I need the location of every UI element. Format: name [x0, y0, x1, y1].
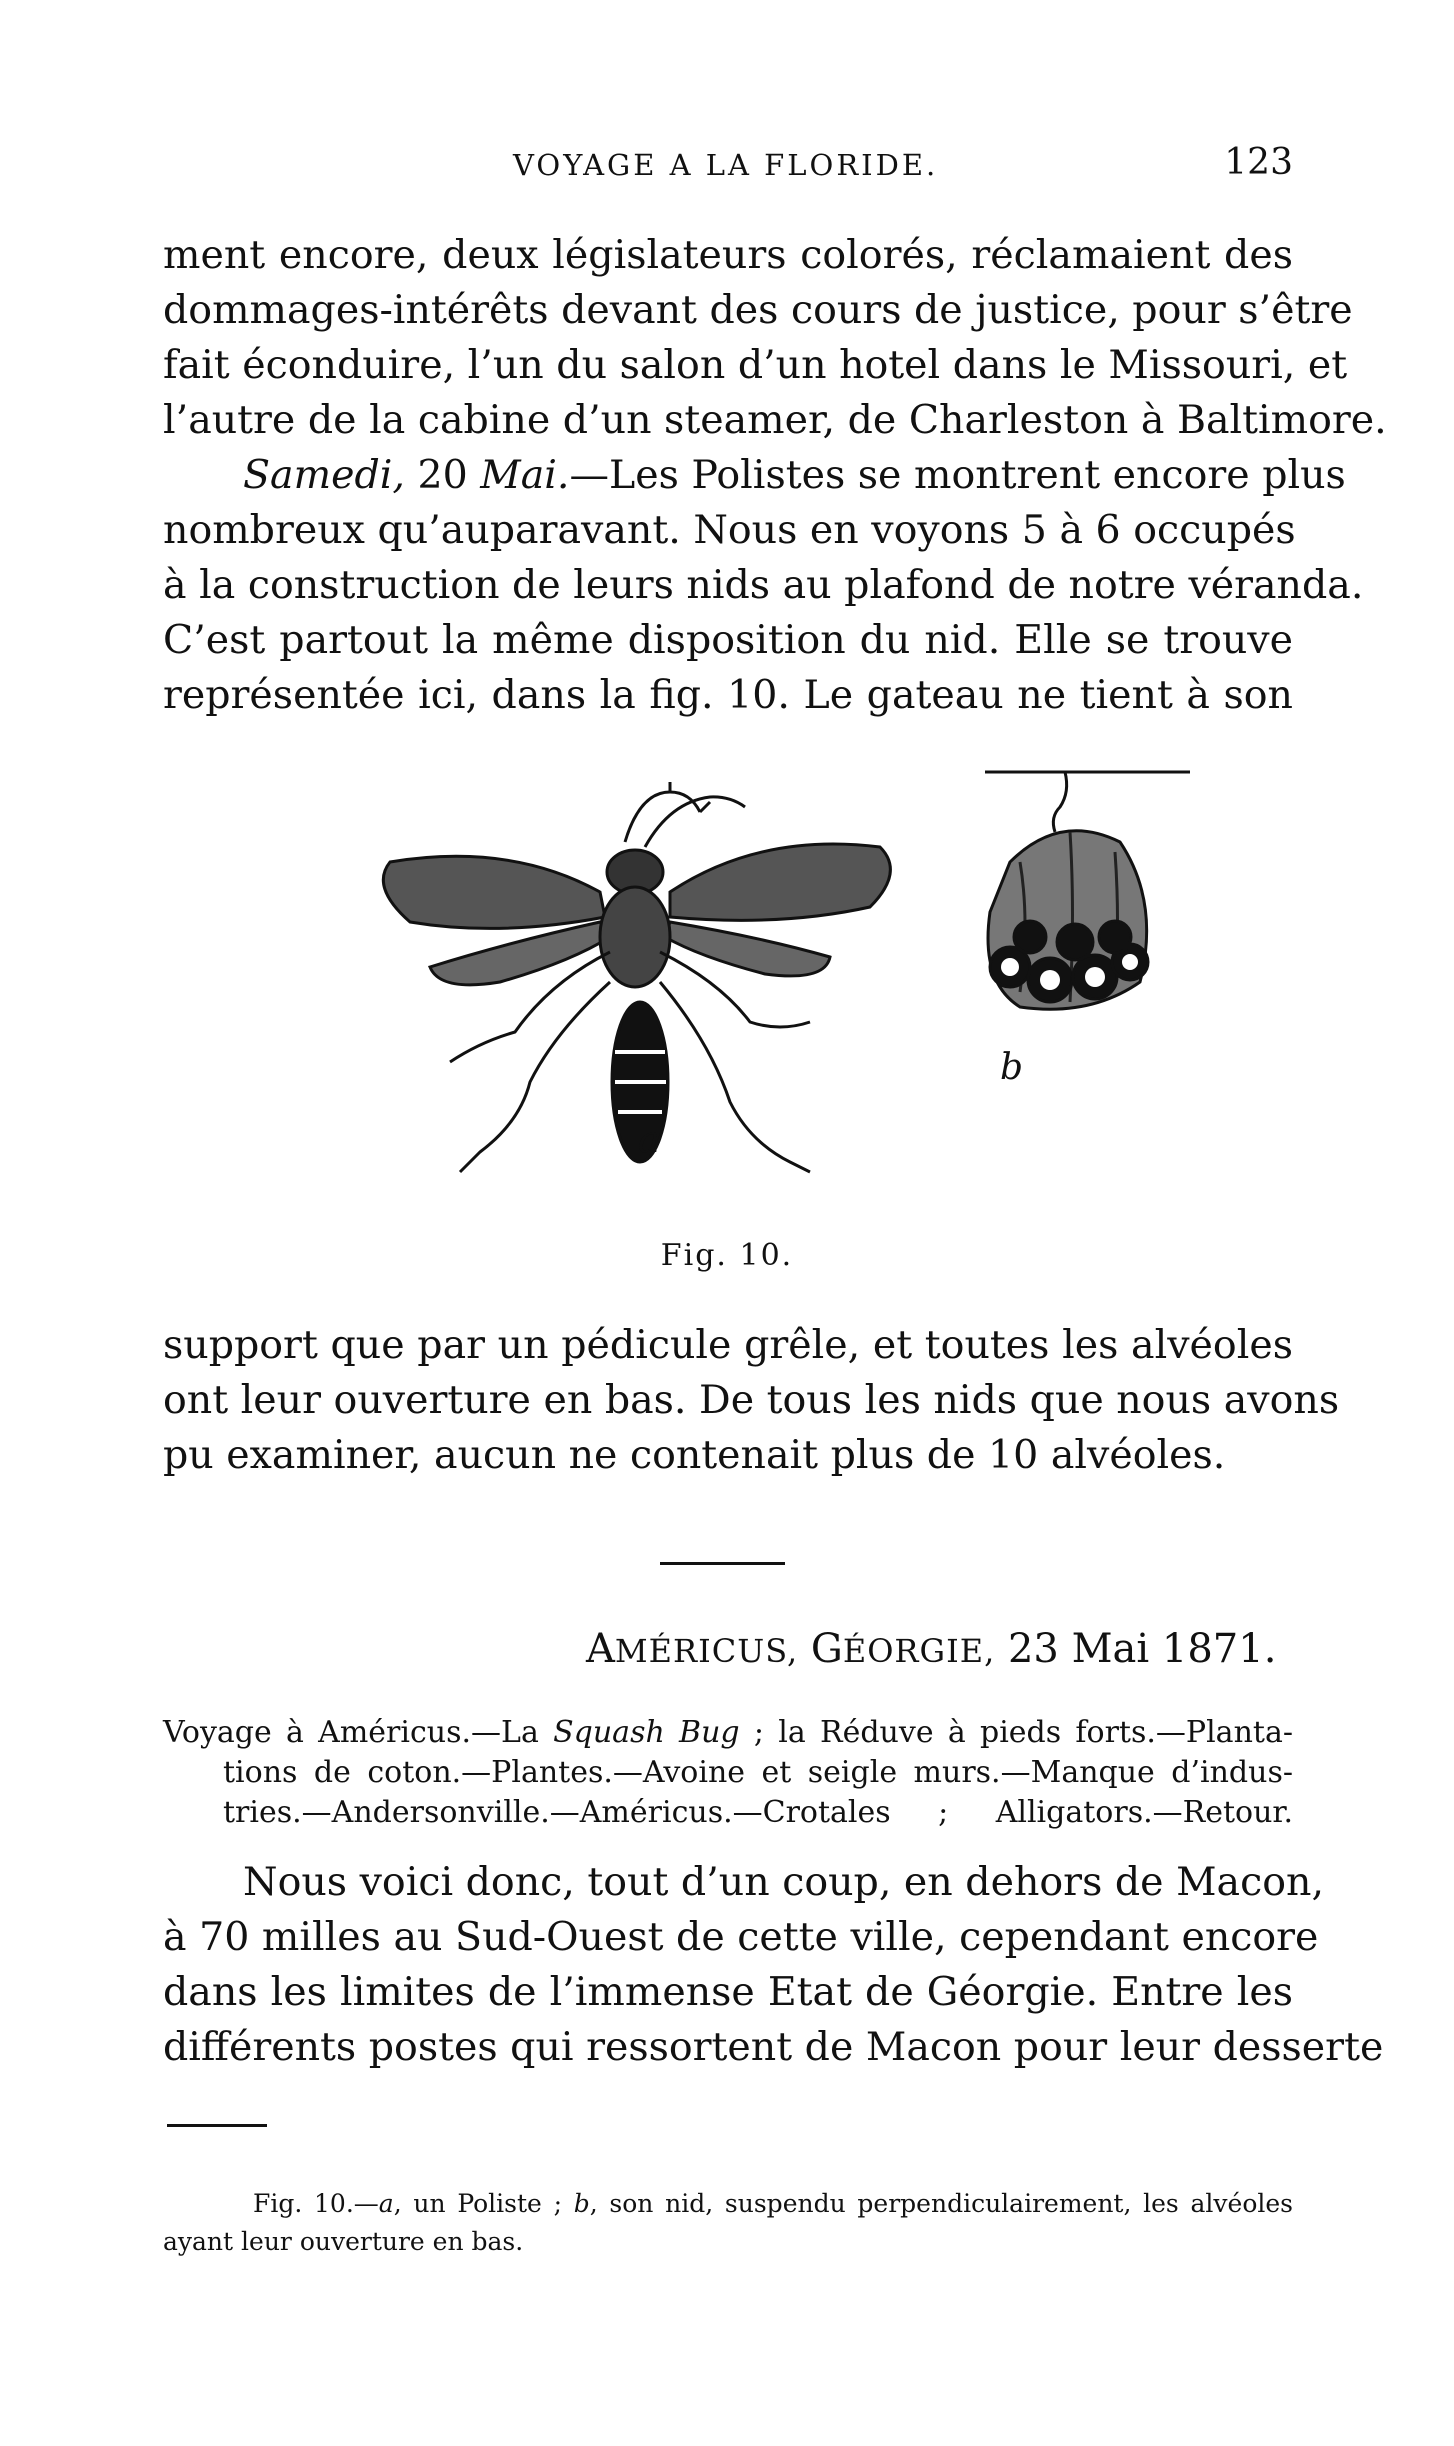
text-line: ment encore, deux législateurs colorés, réclamaient des	[163, 232, 1293, 278]
paragraph-4	[163, 1855, 1384, 2075]
date-number: 20	[404, 452, 481, 498]
section-heading	[586, 1626, 1276, 1672]
place-initial: A	[586, 1626, 615, 1672]
figure-label-b: b	[1000, 1047, 1024, 1088]
text-line: support que par un pédicule grêle, et toutes les alvéoles	[163, 1322, 1293, 1368]
text-run: ; la Réduve à pieds forts.—Planta-	[739, 1715, 1293, 1750]
wasp-and-nest-illustration	[370, 752, 1200, 1222]
state-name: ÉORGIE,	[842, 1632, 996, 1670]
text-line: pu examiner, aucun ne contenait plus de 10 alvéoles.	[163, 1432, 1226, 1478]
text-line: dans les limites de l’immense Etat de Géorgie. Entre les	[163, 1969, 1293, 2015]
text-line: fait éconduire, l’un du salon d’un hotel dans le Missouri, et	[163, 342, 1348, 388]
text-line: à la construction de leurs nids au plafond de notre véranda.	[163, 562, 1364, 608]
text-line: à 70 milles au Sud-Ouest de cette ville, cependant encore	[163, 1914, 1319, 1960]
footnote-line	[163, 2185, 1293, 2223]
footnote-b: b	[573, 2189, 590, 2218]
text-line: Nous voici donc, tout d’un coup, en dehors de Macon,	[243, 1859, 1325, 1905]
summary-line	[163, 1713, 1293, 1753]
section-divider	[660, 1562, 785, 1565]
footnote-dash: —	[353, 2189, 379, 2218]
section-date: 23 Mai 1871.	[1007, 1626, 1277, 1672]
paragraph-2	[163, 448, 1364, 723]
place-name: MÉRICUS,	[614, 1632, 799, 1670]
summary-line: tions de coton.—Plantes.—Avoine et seigle murs.—Manque d’indus-	[223, 1755, 1293, 1790]
nest-drawing	[985, 772, 1190, 1009]
text-line: l’autre de la cabine d’un steamer, de Charleston à Baltimore.	[163, 397, 1387, 443]
text-run: , son nid, suspendu perpendiculairement, les alvéoles	[589, 2189, 1293, 2218]
text-line: ont leur ouverture en bas. De tous les nids que nous avons	[163, 1377, 1340, 1423]
footnote-a: a	[378, 2189, 394, 2218]
paragraph-3	[163, 1318, 1340, 1483]
text-line: nombreux qu’auparavant. Nous en voyons 5 à 6 occupés	[163, 507, 1296, 553]
text-run-italic: Squash Bug	[553, 1715, 740, 1750]
wasp-drawing	[383, 782, 890, 1172]
page-header	[163, 142, 1293, 198]
date-day: Samedi,	[243, 452, 405, 498]
page-number: 123	[1224, 142, 1293, 183]
text-run: , un Poliste ;	[393, 2189, 574, 2218]
text-line: représentée ici, dans la fig. 10. Le gateau ne tient à son	[163, 672, 1293, 718]
footnote	[163, 2185, 1293, 2261]
running-title: VOYAGE A LA FLORIDE.	[513, 148, 939, 182]
text-run: Voyage à Américus.—La	[163, 1715, 554, 1750]
date-month: Mai.	[480, 452, 570, 498]
summary-line: tries.—Andersonville.—Américus.—Crotales ; Alligators.—Retour.	[223, 1795, 1293, 1830]
paragraph-1	[163, 228, 1387, 448]
figure-caption: Fig. 10.	[660, 1238, 794, 1273]
state-initial: G	[810, 1626, 843, 1672]
figure-10	[370, 752, 1200, 1222]
footnote-line: ayant leur ouverture en bas.	[163, 2227, 524, 2256]
chapter-summary	[163, 1713, 1293, 1833]
text-line: différents postes qui ressortent de Macon pour leur desserte	[163, 2024, 1384, 2070]
text-line	[163, 448, 1346, 503]
footnote-divider	[167, 2124, 267, 2127]
figure-label-a: a	[638, 1120, 660, 1161]
text-run: —Les Polistes se montrent encore plus	[569, 452, 1346, 498]
text-line: dommages-intérêts devant des cours de justice, pour s’être	[163, 287, 1353, 333]
text-line: C’est partout la même disposition du nid. Elle se trouve	[163, 617, 1293, 663]
footnote-fig: Fig. 10.	[253, 2189, 354, 2218]
